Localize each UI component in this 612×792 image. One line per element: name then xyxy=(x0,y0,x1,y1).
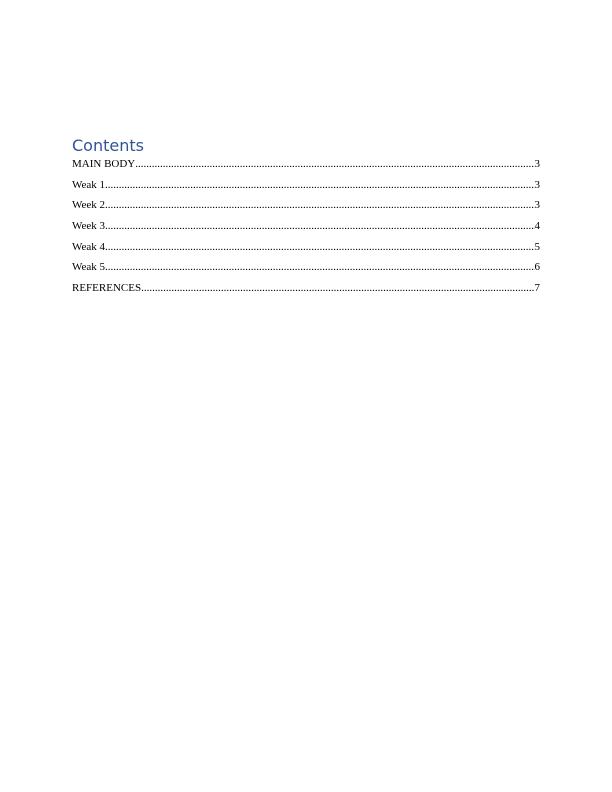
toc-dot-leader xyxy=(105,261,534,273)
toc-entry-label: Weak 5 xyxy=(72,261,106,274)
toc-heading: Contents xyxy=(72,136,144,155)
toc-entry-page-number: 3 xyxy=(534,178,540,191)
toc-entry-weak-1[interactable] xyxy=(72,179,540,200)
toc-entry-week-3[interactable] xyxy=(72,220,540,241)
toc-dot-leader xyxy=(105,241,534,253)
toc-entry-page-number: 7 xyxy=(534,282,540,295)
toc-dot-leader xyxy=(105,179,534,191)
toc-entry-label: Week 2 xyxy=(72,199,106,212)
toc-entry-main-body[interactable] xyxy=(72,158,540,179)
toc-entry-week-2[interactable] xyxy=(72,199,540,220)
toc-entry-page-number: 3 xyxy=(534,158,540,170)
toc-entry-weak-5[interactable] xyxy=(72,261,540,282)
toc-entry-page-number: 5 xyxy=(534,240,540,253)
toc-entry-label: Weak 4 xyxy=(72,240,106,253)
toc-list xyxy=(72,158,540,303)
toc-entry-label: Weak 1 xyxy=(72,178,106,191)
toc-entry-label: REFERENCES xyxy=(72,282,142,295)
toc-entry-weak-4[interactable] xyxy=(72,241,540,262)
toc-entry-label: Week 3 xyxy=(72,220,106,233)
toc-entry-label: MAIN BODY xyxy=(72,158,136,170)
toc-dot-leader xyxy=(141,282,534,294)
toc-dot-leader xyxy=(105,199,534,211)
toc-entry-page-number: 6 xyxy=(534,261,540,274)
toc-dot-leader xyxy=(135,158,534,170)
toc-entry-page-number: 4 xyxy=(534,220,540,233)
toc-entry-references[interactable] xyxy=(72,282,540,303)
toc-entry-page-number: 3 xyxy=(534,199,540,212)
toc-dot-leader xyxy=(105,220,534,232)
table-of-contents xyxy=(72,136,540,303)
